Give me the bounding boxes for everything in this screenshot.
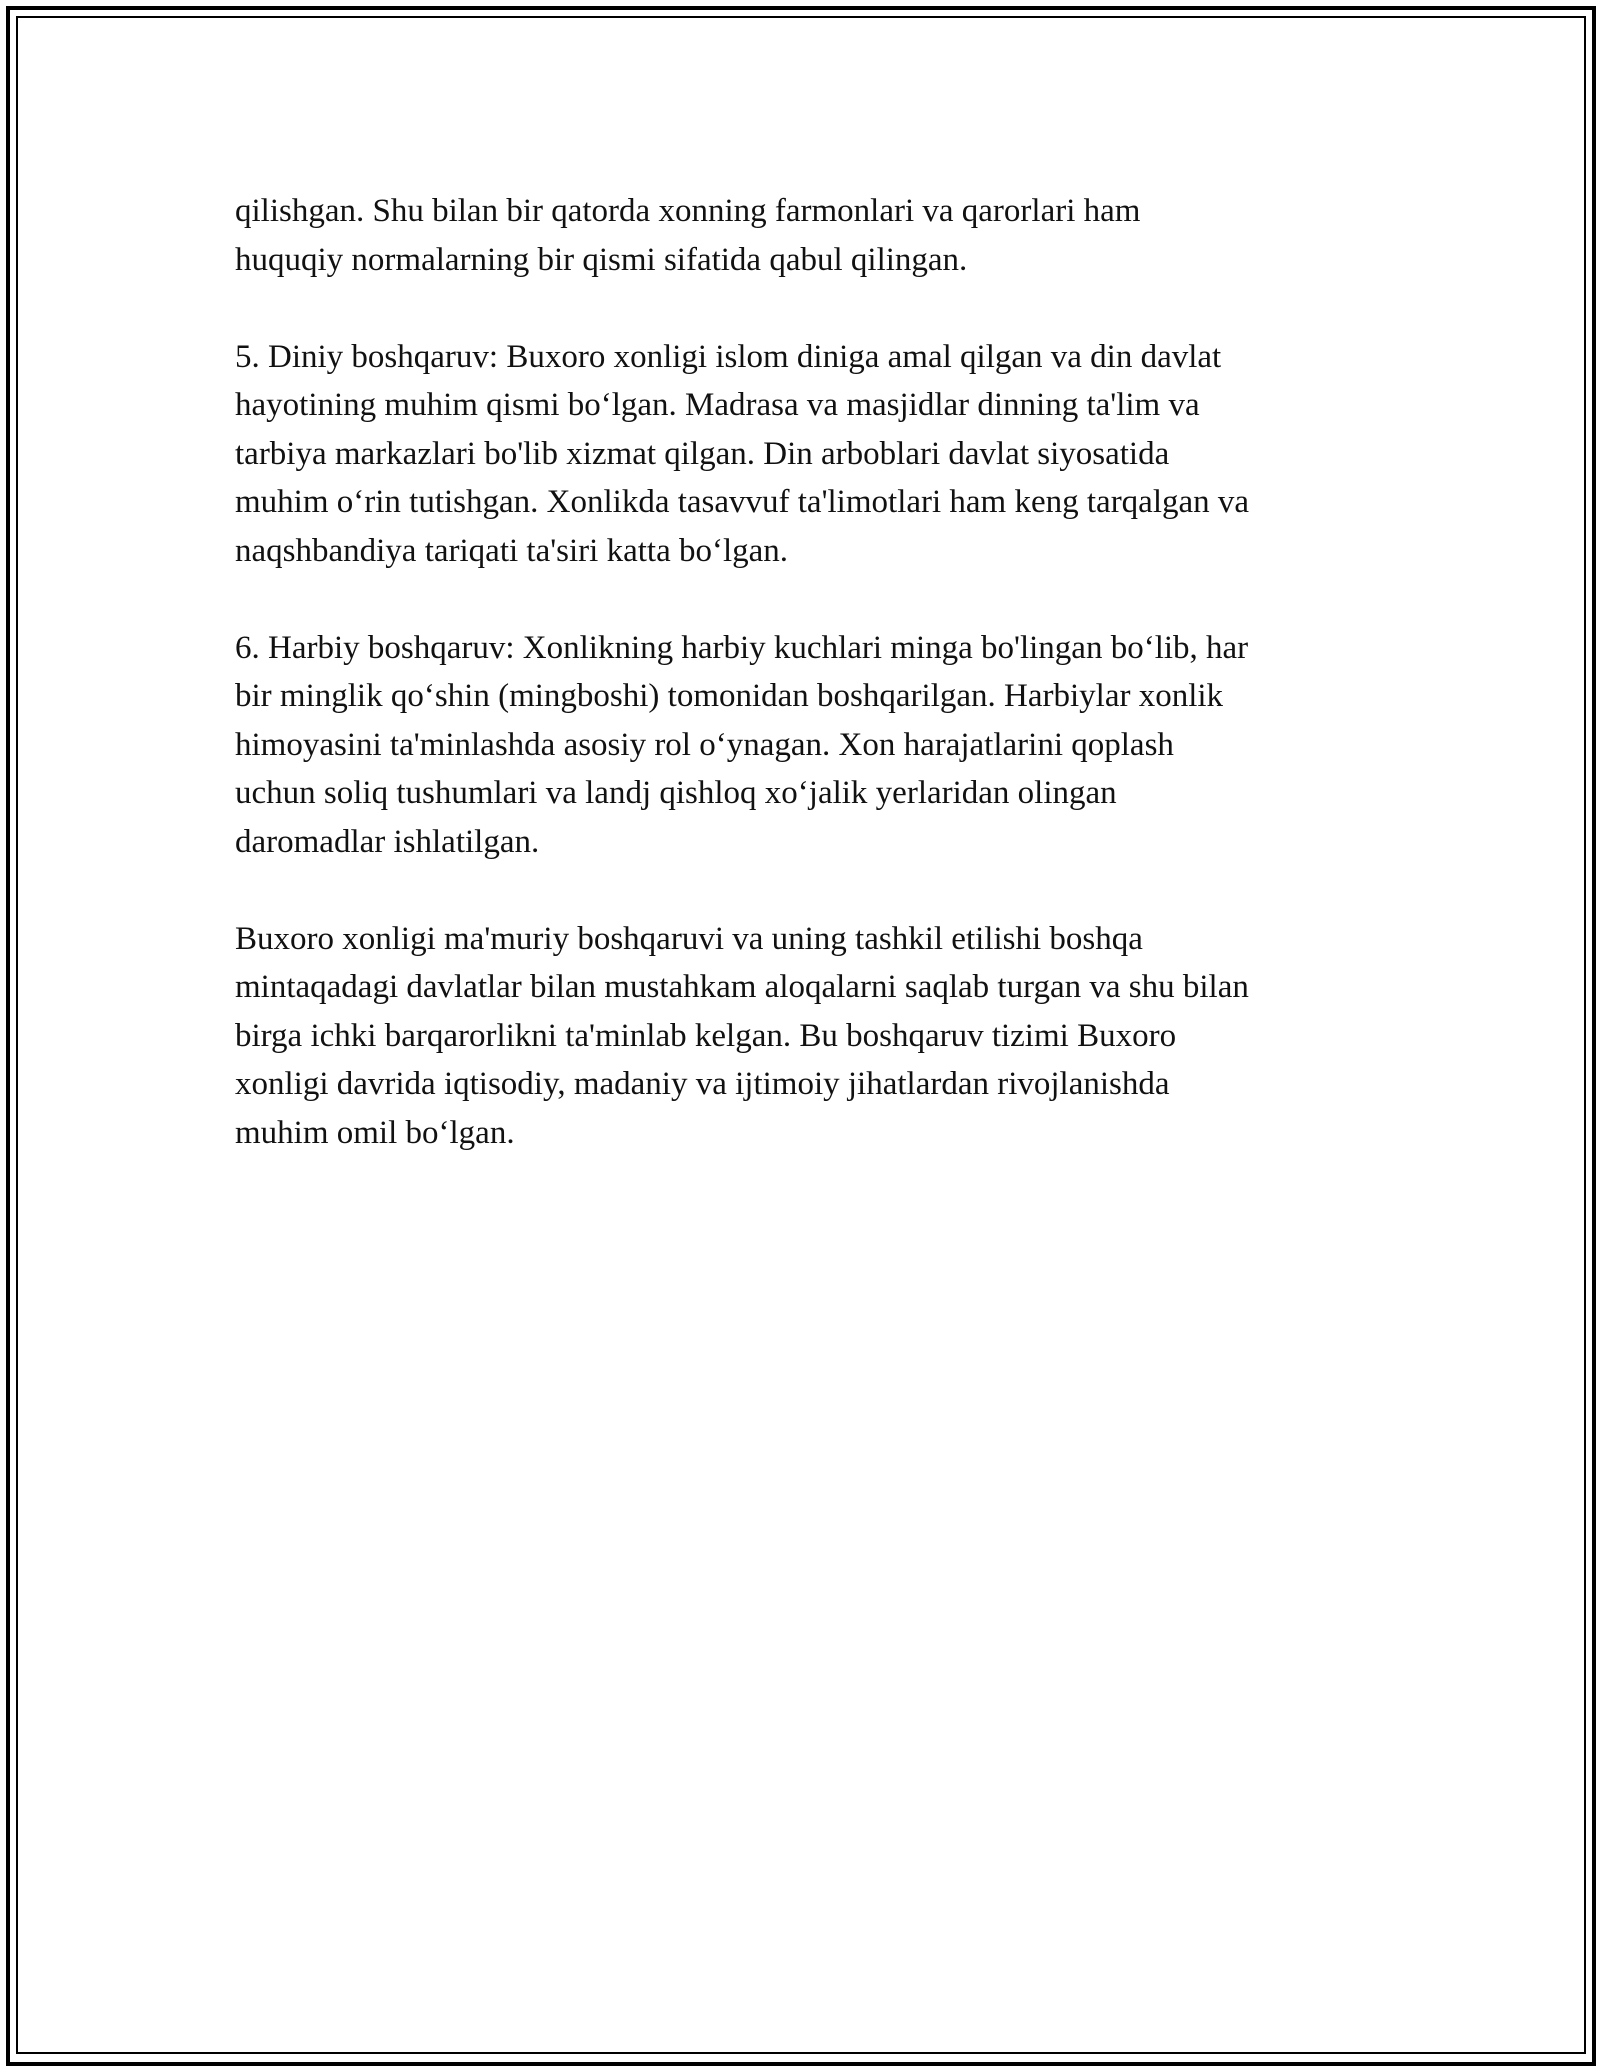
paragraph-religious-administration: 5. Diniy boshqaruv: Buxoro xonligi islom diniga amal qilgan va din davlat hayotining muhim qismi bo‘lgan. Madrasa va masjidlar dinning ta'lim va tarbiya markazlari bo'lib xizmat qilgan. Din arboblari davlat siyosatida muhim o‘rin tutishgan. Xonlikda tasavvuf ta'limotlari ham keng tarqalgan va naqshbandiya tariqati ta'siri katta bo‘lgan. [235, 338, 1250, 569]
paragraph-continuation: qilishgan. Shu bilan bir qatorda xonning farmonlari va qarorlari ham huquqiy normalarning bir qismi sifatida qabul qilingan. [235, 193, 1141, 278]
paragraph-military-administration: 6. Harbiy boshqaruv: Xonlikning harbiy kuchlari minga bo'lingan bo‘lib, har bir minglik qo‘shin (mingboshi) tomonidan boshqarilgan. Harbiylar xonlik himoyasini ta'minlashda asosiy rol o‘ynagan. Xon harajatlarini qoplash uchun soliq tushumlari va landj qishloq xo‘jalik yerlaridan olingan daromadlar ishlatilgan. [235, 629, 1249, 860]
paragraph-conclusion: Buxoro xonligi ma'muriy boshqaruvi va uning tashkil etilishi boshqa mintaqadagi davlatlar bilan mustahkam aloqalarni saqlab turgan va shu bilan birga ichki barqarorlikni ta'minlab kelgan. Bu boshqaruv tizimi Buxoro xonligi davrida iqtisodiy, madaniy va ijtimoiy jihatlardan rivojlanishda muhim omil bo‘lgan. [235, 920, 1249, 1151]
document-body [235, 187, 1375, 1157]
